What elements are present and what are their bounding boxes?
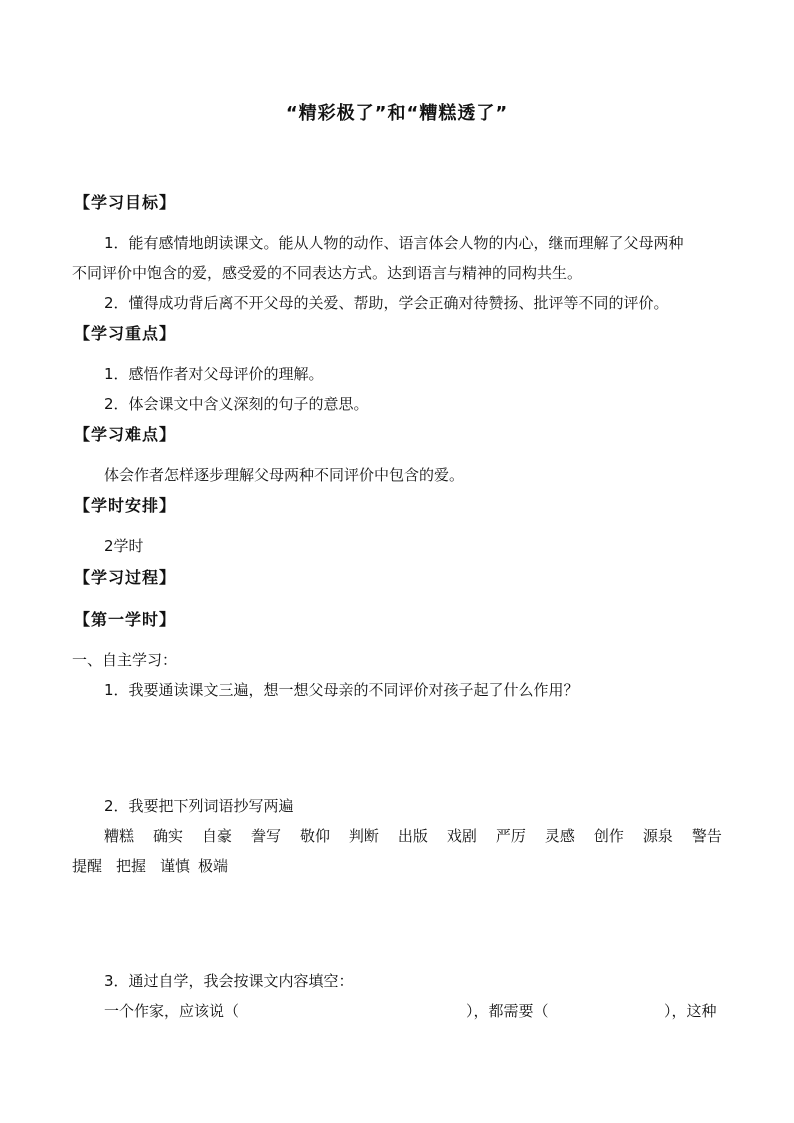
vocab-word: 糟糕: [104, 827, 135, 845]
heading-focus: 【学习重点】: [74, 324, 177, 343]
vocab-word: 把握: [116, 857, 147, 875]
vocab-word: 自豪: [201, 827, 232, 845]
fill-text-part-2: ），都需要（: [466, 1002, 549, 1020]
vocab-word: 判断: [348, 827, 379, 845]
objective-line-1-cont: 不同评价中饱含的爱，感受爱的不同表达方式。达到语言与精神的同构共生。: [72, 264, 583, 282]
schedule-line-1: 2学时: [104, 537, 144, 555]
fill-text-part-1: 一个作家，应该说（: [104, 1002, 240, 1020]
vocab-word: 誊写: [250, 827, 281, 845]
vocab-word: 敬仰: [299, 827, 330, 845]
self-study-heading: 一、自主学习：: [72, 651, 178, 669]
vocab-row-1: [104, 826, 722, 846]
focus-line-2: 2．体会课文中含义深刻的句子的意思。: [104, 395, 369, 413]
vocab-word: 警告: [691, 827, 722, 845]
page-title: “精彩极了”和“糟糕透了”: [285, 103, 509, 124]
vocab-word: 灵感: [544, 827, 575, 845]
vocab-word: 极端: [198, 857, 229, 875]
vocab-word: 戏剧: [446, 827, 477, 845]
vocab-word: 确实: [152, 827, 183, 845]
vocab-word: 源泉: [642, 827, 673, 845]
objective-line-1: 1．能有感情地朗读课文。能从人物的动作、语言体会人物的内心，继而理解了父母两种: [104, 234, 684, 252]
fill-text-part-3: ），这种: [664, 1002, 717, 1020]
heading-difficulty: 【学习难点】: [74, 425, 177, 444]
question-3: 3．通过自学，我会按课文内容填空：: [104, 972, 354, 990]
heading-schedule: 【学时安排】: [74, 496, 177, 515]
question-2: 2．我要把下列词语抄写两遍: [104, 797, 294, 815]
vocab-word: 出版: [397, 827, 428, 845]
difficulty-line-1: 体会作者怎样逐步理解父母两种不同评价中包含的爱。: [104, 466, 465, 484]
vocab-row-2: [72, 856, 228, 876]
focus-line-1: 1．感悟作者对父母评价的理解。: [104, 365, 324, 383]
heading-objectives: 【学习目标】: [74, 193, 177, 212]
heading-first-period: 【第一学时】: [74, 610, 177, 629]
vocab-word: 创作: [593, 827, 624, 845]
fill-in-blank-line: [104, 1001, 722, 1021]
vocab-word: 严厉: [495, 827, 526, 845]
objective-line-2: 2．懂得成功背后离不开父母的关爱、帮助，学会正确对待赞扬、批评等不同的评价。: [104, 294, 669, 312]
vocab-word: 谨慎: [160, 857, 191, 875]
heading-process: 【学习过程】: [74, 568, 177, 587]
vocab-word: 提醒: [72, 857, 103, 875]
question-1: 1．我要通读课文三遍，想一想父母亲的不同评价对孩子起了什么作用？: [104, 681, 579, 699]
